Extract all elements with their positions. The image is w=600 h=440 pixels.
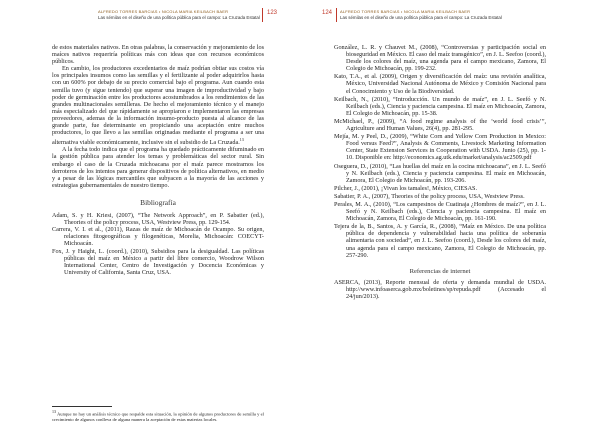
paragraph-3: A la fecha todo indica que el programa ha quedado prácticamente difuminado en la gestión pública para atender los temas y problemáticas del sector rural. Sin embargo el caso de la Cruzada michoacana por el maíz parece mostrarnos los derroteros de los intentos para generar dispositivos de política alternativos, en medio y a pesar de las lógicas mercantiles que subyacen a la mayoría de las acciones y estrategias gubernamentales de nuestro tiempo. <box>52 146 264 189</box>
right-header-rule <box>336 8 337 22</box>
reference-item: Tejera de la, B., Santos, A. y García, R., (2008), “Maíz en México. De una política pública de dependencia y vulnerabilidad hacia una política de soberanía alimentaria con sociedad”, en J. L. Seefoo (coord.), Desde los colores del maíz, una agenda para el campo mexicano, Zamora, El Colegio de Michoacán, pp. 257-290. <box>334 223 546 259</box>
reference-item: Perales, M. A., (2010), “Los campesinos de Cuatinaja ¿Hombres de maíz?”, en J. L. Seefó y N. Keilbach (eds.), Ciencia y paciencia campesina. El maíz en Michoacán, Zamora, El Colegio de Michoacán, pp. 161-190. <box>334 200 546 223</box>
reference-item: Keilbach, N., (2010), “Introducción. Un mundo de maíz”, en J. L. Seefó y N. Keilbach (eds.), Ciencia y paciencia campesina. El maíz en Michoacán, Zamora, El Colegio de Michoacán, pp. 15-38. <box>334 95 546 117</box>
internet-references-heading: Referencias de internet <box>409 267 471 275</box>
reference-item: Sabatier, P. A., (2007), Theories of the policy process, USA, Westview Press. <box>334 192 525 200</box>
reference-item: Mejía, M. y Peel, D., (2009), “White Corn and Yellow Corn Production in Mexico: Food versus Feed?”, Analysis & Comments, Livestock Marketing Information Center, State Extension Services in Cooperation with USDA. Junio (25), pp. 1-10. Disponible en: http://economics.ag.utk.edu/market/analysis/ac2509.pdf <box>334 133 546 162</box>
left-header-title: Las sémilas en el diseño de una política pública para el campo: La Cruzada Estatal <box>98 15 260 20</box>
reference-item: Pilcher, J., (2001), ¡Vivan los tamales!, México, CIESAS. <box>334 184 478 192</box>
paragraph-2: En cambio, los productores excedentarios de maíz podrían obtiar sus costos vía los principales insumos como las semillas y el fertilizante al poder adquirirlos hasta con un 600% por debajo de su precio comercial bajo el programa. Aun cuando esta semilla tuvo (y sigue teniendo) que superar una imagen de improductividad y bajo poder de germinación entre los productores acostumbrados a los rendimientos de las grandes multinacionales semilleras. De hecho el mejoramiento técnico y el manejo más especializado del que rápidamente se apropiaron e implementaron las empresas proveedores, ademas de la información insumo-producto puesta al alcance de las grande parte, fue determinante en propiciando una aceptación entre muchos productores, lo que llevo a las semillas originadas mediante el programa a ser una alternativa viable económicamente, inclusive sin el subsidio de La Cruzada.$^{13}$ <box>52 65 264 147</box>
bibliography-heading: Bibliografía <box>140 197 176 207</box>
left-page-number: 123 <box>267 10 278 16</box>
reference-item: Adam, S. y H. Kriesi, (2007), “The Network Approach”, en P. Sabatier (ed.), Theories of the policy process, USA, Westview Press, pp. 129-154. <box>52 212 264 227</box>
right-page <box>300 0 600 440</box>
reference-item: McMichael, P., (2009), “A food regime analysis of the ‘world food crisis’”, Agriculture and Human Values, 26(4), pp. 281-295. <box>334 117 546 133</box>
left-header-rule <box>262 8 263 22</box>
right-body <box>334 44 546 301</box>
reference-item: Kato, T.A., et al. (2009), Origen y diversificación del maíz: una revisión analítica, México, Universidad Nacional Autónoma de México y Comisión Nacional para el Conocimiento y Uso de la Biodiversidad. <box>334 73 546 95</box>
right-header-author: ALFREDO TORRES BARCIAS • NICOLA MARIA KEILBACH BAER <box>340 9 471 14</box>
right-header-title: Las sémilas en el diseño de una política pública para el campo: La Cruzada Estatal <box>340 15 502 20</box>
left-body <box>52 44 264 276</box>
right-page-number: 124 <box>322 10 333 16</box>
reference-item: Oseguera, D., (2010), “Las huellas del maíz en la cocina michoacana”, en J. L. Seefó y N. Keilbach (eds.), Ciencia y paciencia campesina. El maíz en Michoacán, Zamora, El Colegio de Michoacán, pp. 193-206. <box>334 162 546 184</box>
footnote-marker: 13 <box>239 137 244 143</box>
footnote-rule <box>52 406 112 407</box>
internet-reference-item: ASERCA, (2013), Reporte mensual de oferta y demanda mundial de USDA. http://www.infoaserca.gob.mx/boletines/sp/repuda.pdf (Accesado el 24/jun/2013). <box>334 278 546 300</box>
paragraph-1: de estos materiales nativos. En otras palabras, la conservación y mejoramiento de los maíces nativos requeriría políticas más con ideas que con recursos económicos públicos. <box>52 44 264 66</box>
left-running-header <box>98 9 260 20</box>
left-header-author: ALFREDO TORRES BARCIAS • NICOLA MARIA KEILBACH BAER <box>98 9 229 14</box>
footnote: $^{13}$ Aunque no hay un análisis técnico que respalde esta situación, la opinión de algunos productores de semilla y el crecimiento de algunos conlleva de alguna manera la aceptación de estas materias locales. <box>52 409 264 422</box>
right-running-header <box>340 9 502 20</box>
reference-item: Fox, J. y Haight, L. (coord.), (2010), Subsidios para la desigualdad. Las políticas públicas del maíz en México a partir del libre comercio, Woodrow Wilson International Center, Centro de Investigación y Docencia Económicas y University of California, Santa Cruz, USA. <box>52 247 264 276</box>
reference-item: González, L. R. y Chauvet M., (2008), “Controversias y participación social en bioseguridad en México. El caso del maíz transgénico”, en J. L. Seefoo (coord.), Desde los colores del maíz, una agenda para el campo mexicano, Zamora, El Colegio de Michoacán, pp. 199-232. <box>334 44 546 73</box>
reference-item: Carrera, V. I. et al., (2011), Razas de maíz de Michoacán de Ocampo. Su origen, relaciones fitogeográficas y filogenéticas, Morelia, Michoacán: COECYT-Michoacán. <box>52 226 264 248</box>
